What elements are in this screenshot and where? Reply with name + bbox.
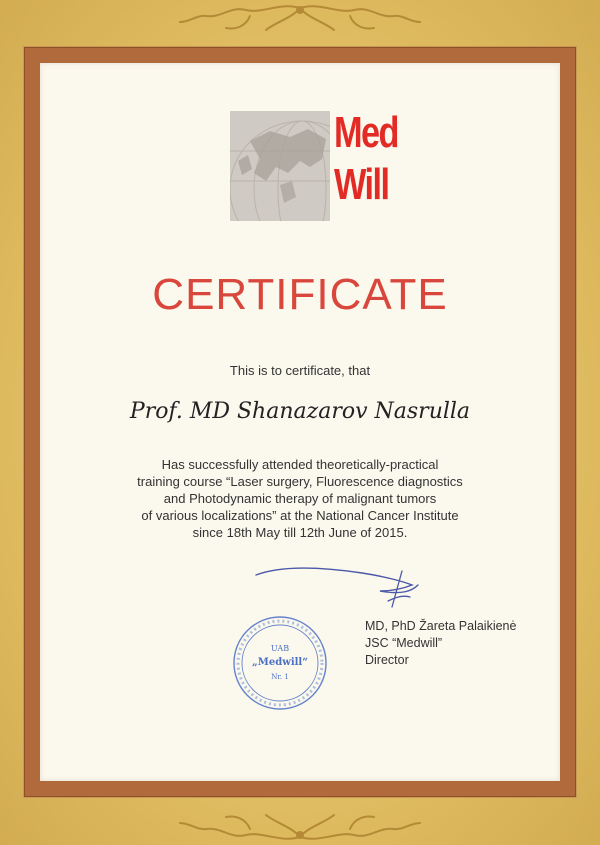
signer-role: Director bbox=[365, 653, 409, 667]
certificate-body bbox=[100, 456, 500, 541]
body-line: since 18th May till 12th June of 2015. bbox=[192, 525, 408, 540]
signer-name: MD, PhD Žareta Palaikienė bbox=[365, 619, 517, 633]
body-line: and Photodynamic therapy of malignant tumors bbox=[163, 491, 437, 506]
certificate-frame bbox=[24, 47, 576, 797]
intro-text: This is to certificate, that bbox=[229, 363, 371, 378]
certificate-title: CERTIFICATE bbox=[152, 270, 448, 319]
body-line: of various localizations” at the National Cancer Institute bbox=[141, 508, 459, 523]
stamp-seal-icon bbox=[230, 613, 330, 713]
signer-block bbox=[365, 618, 516, 669]
logo-line-will: Will bbox=[334, 160, 389, 209]
body-line: training course “Laser surgery, Fluorescence diagnostics bbox=[137, 474, 463, 489]
signer-company: JSC “Medwill” bbox=[365, 636, 443, 650]
logo-wordmark bbox=[334, 107, 398, 211]
certificate-paper bbox=[40, 63, 560, 781]
europe-map-icon bbox=[230, 111, 330, 221]
recipient-name: Prof. MD Shanazarov Nasrulla bbox=[129, 399, 471, 424]
bottom-ornament-icon bbox=[0, 801, 600, 845]
medwill-logo bbox=[230, 108, 410, 221]
body-line: Has successfully attended theoretically-practical bbox=[161, 457, 439, 472]
signature-icon bbox=[252, 561, 422, 611]
seal-line-number: Nr. 1 bbox=[271, 673, 289, 681]
seal-line-company: „Medwill“ bbox=[252, 657, 308, 668]
seal-line-uab: UAB bbox=[270, 644, 290, 653]
top-ornament-icon bbox=[0, 0, 600, 44]
logo-line-med: Med bbox=[334, 108, 398, 157]
